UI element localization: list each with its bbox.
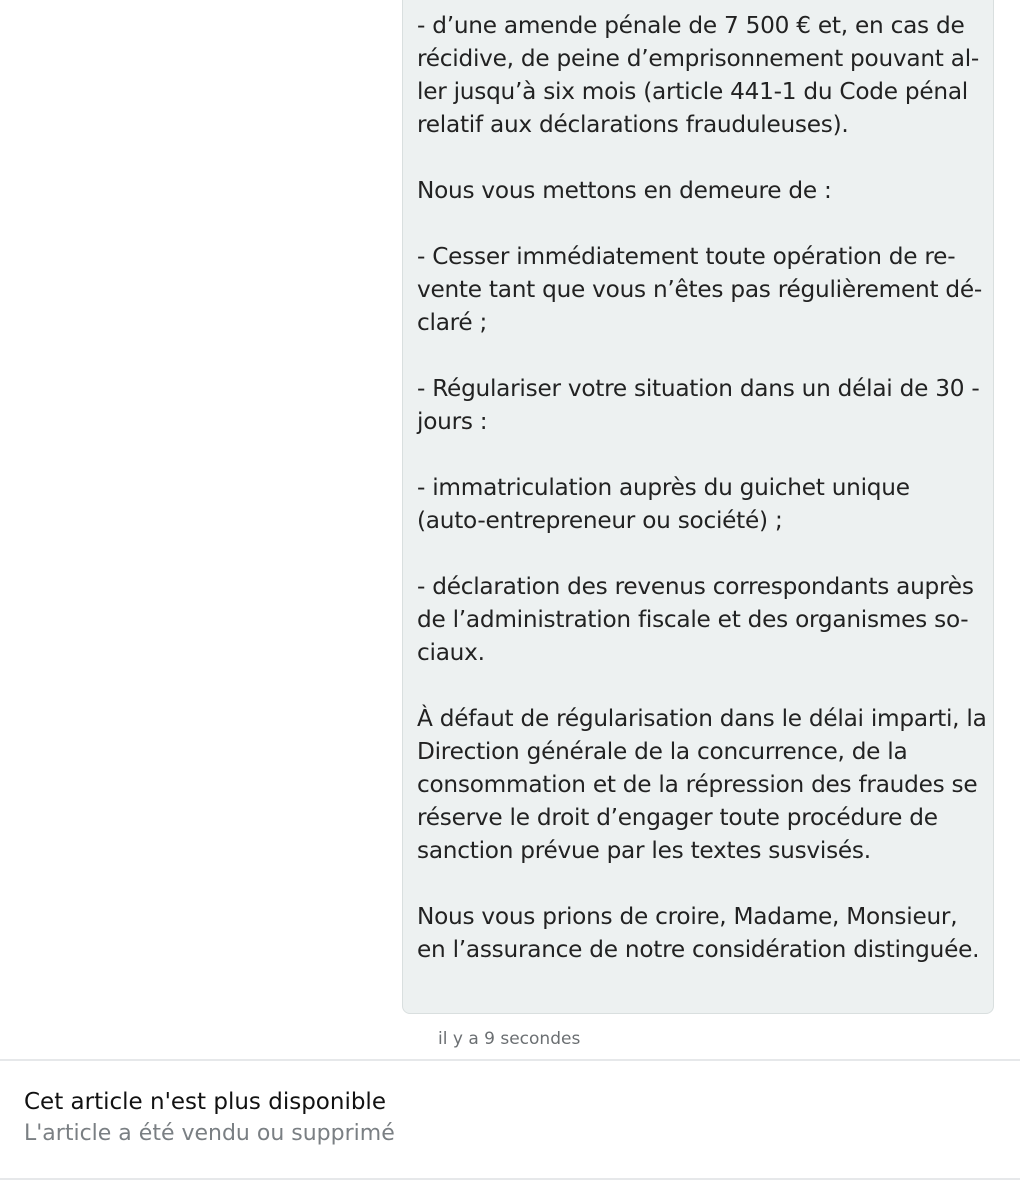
message-line: réserve le droit d’engager toute procédure de (417, 804, 938, 831)
message-line: - Cesser immédiatement toute opération de re- (417, 243, 956, 270)
message-paragraph (417, 471, 993, 537)
message-line: jours : (417, 408, 488, 435)
message-paragraph (417, 174, 993, 207)
message-line: - immatriculation auprès du guichet unique (417, 474, 910, 501)
message-line: relatif aux déclarations frauduleuses). (417, 111, 849, 138)
message-paragraph (417, 570, 993, 669)
divider (0, 1059, 1020, 1061)
message-line: - Régulariser votre situation dans un délai de 30 - (417, 375, 980, 402)
message-timestamp: il y a 9 secondes (438, 1029, 581, 1049)
item-status-panel (24, 1086, 395, 1150)
message-paragraph (417, 900, 993, 966)
message-paragraph (417, 372, 993, 438)
item-status-subtitle: L'article a été vendu ou supprimé (24, 1121, 395, 1146)
item-status-title: Cet article n'est plus disponible (24, 1089, 386, 1115)
message-line: ciaux. (417, 639, 485, 666)
message-paragraph (417, 9, 993, 141)
message-line: Nous vous mettons en demeure de : (417, 177, 832, 204)
message-line: ler jusqu’à six mois (article 441-1 du Code pénal (417, 78, 968, 105)
message-line: de l’administration fiscale et des organismes so- (417, 606, 969, 633)
message-line: récidive, de peine d’emprisonnement pouvant al- (417, 45, 980, 72)
message-line: - d’une amende pénale de 7 500 € et, en cas de (417, 12, 965, 39)
message-paragraph (417, 702, 993, 867)
message-line: consommation et de la répression des fraudes se (417, 771, 978, 798)
message-line: en l’assurance de notre considération distinguée. (417, 936, 980, 963)
message-line: À défaut de régularisation dans le délai imparti, la (417, 705, 987, 732)
message-line: - déclaration des revenus correspondants auprès (417, 573, 974, 600)
message-line: Direction générale de la concurrence, de la (417, 738, 908, 765)
message-line: (auto-entrepreneur ou société) ; (417, 507, 783, 534)
message-line: vente tant que vous n’êtes pas régulièrement dé- (417, 276, 983, 303)
message-line: claré ; (417, 309, 488, 336)
message-bubble (402, 0, 994, 1014)
message-paragraph (417, 240, 993, 339)
divider (0, 1178, 1020, 1180)
message-line: Nous vous prions de croire, Madame, Monsieur, (417, 903, 958, 930)
message-line: sanction prévue par les textes susvisés. (417, 837, 871, 864)
